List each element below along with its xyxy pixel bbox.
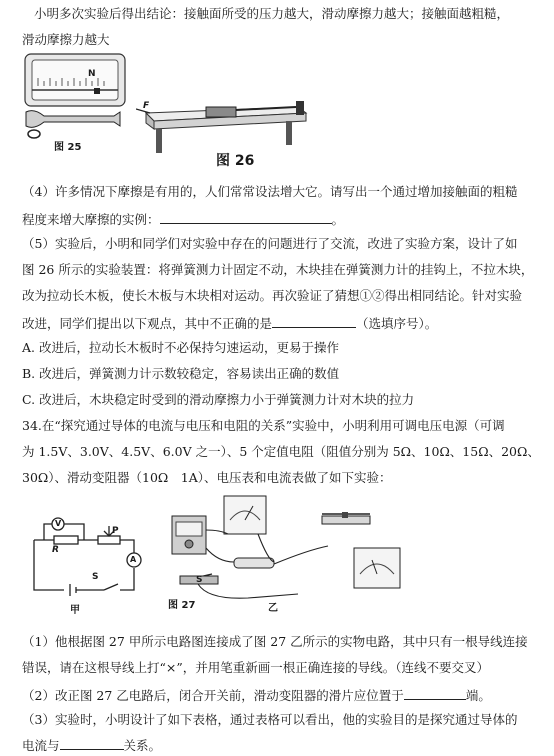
ammeter-device	[352, 546, 402, 590]
q34-1-line-1: （1）他根据图 27 甲所示电路图连接成了图 27 乙所示的实物电路，其中只有一根导线连接	[22, 634, 528, 649]
q34-3-line-1: （3）实验时，小明设计了如下表格，通过表格可以看出，他的实验目的是探究通过导体的	[22, 712, 518, 727]
q34-2-line	[22, 688, 540, 703]
switch-s-label: S	[92, 572, 99, 582]
q34-line-2: 为 1.5V、3.0V、4.5V、6.0V 之一）、5 个定值电阻（阻值分别为 5Ω、10Ω、15Ω、20Ω、	[22, 444, 540, 459]
q5-line-4	[22, 316, 540, 331]
figure-25-spring-scale	[24, 52, 126, 150]
q5-answer-blank[interactable]	[272, 316, 356, 328]
option-a: A. 改进后，拉动长木板时不必保持匀速运动，更易于操作	[22, 340, 339, 355]
figure-26-board-apparatus	[136, 95, 312, 155]
q34-2-suffix: 端。	[465, 688, 491, 703]
q34-3-line-2	[22, 738, 540, 753]
rheostat-bar	[320, 512, 372, 526]
q4-line-2	[22, 212, 540, 227]
q34-2-answer-blank[interactable]	[404, 688, 466, 700]
q34-2-prefix: （2）改正图 27 乙电路后，闭合开关前，滑动变阻器的滑片应位置于	[22, 688, 404, 703]
q34-3-prefix: 电流与	[22, 738, 60, 753]
intro-line-2: 滑动摩擦力越大	[22, 32, 110, 47]
figure-25-caption: 图 25	[54, 142, 82, 153]
intro-line-1: 小明多次实验后得出结论：接触面所受的压力越大，滑动摩擦力越大；接触面越粗糙，	[34, 6, 510, 21]
figure-26-caption: 图 26	[216, 153, 255, 169]
rheostat-p-label: P	[112, 526, 119, 536]
q5-prefix: 改进，同学们提出以下观点，其中不正确的是	[22, 316, 273, 331]
option-b: B. 改进后，弹簧测力计示数较稳定，容易读出正确的数值	[22, 366, 340, 381]
q4-suffix: 。	[331, 212, 345, 227]
q4-prefix: 程度来增大摩擦的实例：	[22, 212, 160, 227]
ammeter-symbol-label: A	[130, 555, 137, 564]
figure-27-yi-caption: 乙	[268, 603, 278, 614]
q34-line-3: 30Ω）、滑动变阻器（10Ω 1A）、电压表和电流表做了如下实验：	[22, 470, 392, 485]
option-c: C. 改进后，木块稳定时受到的滑动摩擦力小于弹簧测力计对木块的拉力	[22, 392, 415, 407]
yi-switch-s-label: S	[196, 575, 203, 585]
q5-line-3: 改为拉动长木板，使长木板与木块相对运动。再次验证了猜想①②得出相同结论。针对实验	[22, 288, 523, 303]
force-label-f: F	[143, 101, 150, 111]
resistor-r-label: R	[52, 545, 59, 555]
q4-line-1: （4）许多情况下摩擦是有用的，人们常常设法增大它。请写出一个通过增加接触面的粗糙	[22, 184, 518, 199]
q5-line-2: 图 26 所示的实验装置：将弹簧测力计固定不动，木块挂在弹簧测力计的挂钩上，不拉木块，	[22, 262, 534, 277]
figure-27-yi-physical-circuit	[158, 490, 358, 612]
q5-line-1: （5）实验后，小明和同学们对实验中存在的问题进行了交流，改进了实验方案，设计了如	[22, 236, 518, 251]
gauge-unit-label: N	[88, 69, 96, 79]
q34-3-answer-blank[interactable]	[60, 738, 124, 750]
q34-3-suffix: 关系。	[123, 738, 162, 753]
voltmeter-symbol-label: V	[55, 519, 62, 528]
q34-1-line-2: 错误，请在这根导线上打“×”，并用笔重新画一根正确连接的导线。（连线不要交叉）	[22, 660, 490, 675]
figure-27-jia-circuit	[24, 512, 144, 602]
figure-27-caption: 图 27	[168, 600, 196, 611]
q34-line-1: 34.在“探究通过导体的电流与电压和电阻的关系”实验中，小明利用可调电压电源（可调	[22, 418, 505, 433]
q4-answer-blank[interactable]	[160, 212, 332, 224]
figure-27-jia-caption: 甲	[70, 605, 80, 616]
q5-suffix: （选填序号）。	[356, 316, 438, 331]
